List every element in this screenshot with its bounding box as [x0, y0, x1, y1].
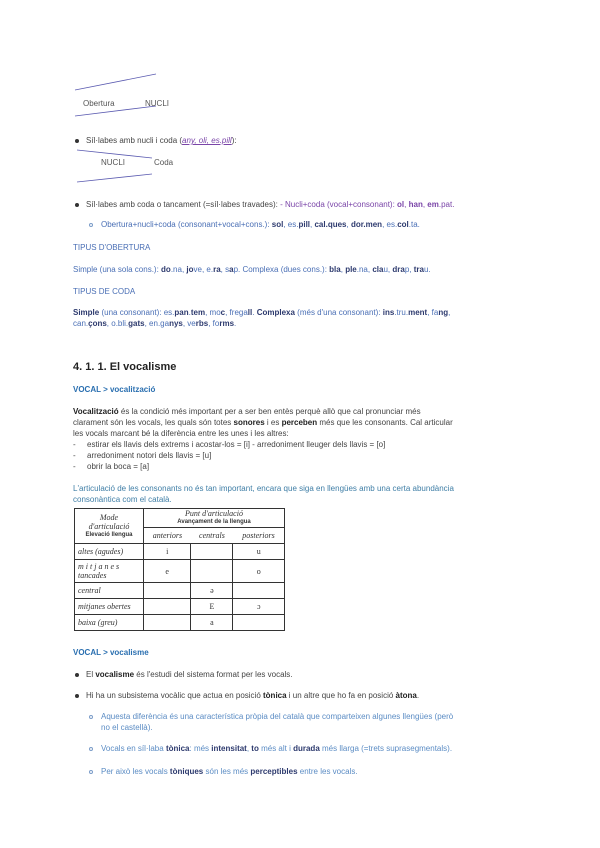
ex: bla: [329, 265, 341, 274]
ex: ng: [438, 308, 449, 317]
text: és la condició més important per a ser ben entès perquè allò que cal pronunciar més: [118, 407, 421, 416]
sub-bullet-dot: [89, 747, 93, 751]
row-label: altes (agudes): [75, 544, 144, 560]
table-row: [75, 544, 285, 560]
dash-item: [73, 461, 523, 472]
sub-bullet-diferencia: [101, 711, 521, 733]
text: clarament són les vocals, les quals són totes: [73, 418, 234, 427]
table-header-mode: [75, 509, 144, 544]
para-line: [73, 406, 523, 417]
text: .: [188, 308, 191, 317]
sub-bullet-tonica: [101, 743, 452, 754]
text: més que les consonants. Cal articular: [317, 418, 453, 427]
table-row: [75, 560, 285, 583]
example: em: [427, 200, 439, 209]
text: .tru.: [394, 308, 409, 317]
text: , ve: [182, 319, 196, 328]
term: intensitat: [211, 744, 247, 753]
text: , fo: [208, 319, 220, 328]
dash: -: [73, 462, 76, 471]
sub-bullet-dot: [89, 223, 93, 227]
example: cal.ques: [314, 220, 347, 229]
para-line: consonàntica com el català.: [73, 495, 172, 504]
ex: çons: [88, 319, 107, 328]
cell: u: [233, 544, 285, 560]
text: , s: [220, 265, 230, 274]
sep: ,: [422, 200, 428, 209]
text: , o.bli.: [106, 319, 129, 328]
text: estirar els llavis dels extrems i acostar-los = [i] - arredoniment lleuger dels llavis = [o]: [87, 440, 386, 449]
text: .na,: [356, 265, 373, 274]
diagram-line: [77, 174, 152, 182]
bullet-coda-tancament: [86, 199, 454, 210]
row-label: [75, 560, 144, 583]
term: tònica: [165, 744, 190, 753]
sep: , es.: [283, 220, 299, 229]
cell: [233, 615, 285, 631]
text: Per això les vocals: [101, 767, 170, 776]
row-label: central: [75, 583, 144, 599]
diagram-line: [77, 150, 152, 158]
row-label: baixa (greu): [75, 615, 144, 631]
table-header-row: [75, 509, 285, 528]
term: perceben: [281, 418, 318, 427]
text: i un altre que ho fa en posició: [286, 691, 396, 700]
text: can.: [73, 319, 89, 328]
text: : més: [189, 744, 212, 753]
bullet-text: Síl·labes amb nucli i coda (: [86, 136, 183, 145]
diagram-label-obertura: Obertura: [83, 99, 115, 108]
bullet-examples: any, oli, es.pill: [182, 136, 232, 145]
cell: [191, 560, 233, 583]
cell: [144, 615, 191, 631]
coda-examples-line2: [73, 318, 236, 329]
ex: nys: [169, 319, 183, 328]
bullet-text: Síl·labes amb coda o tancament (=síl·labes travades):: [86, 200, 281, 209]
term: àtona: [395, 691, 417, 700]
sep: , es.: [382, 220, 398, 229]
ex: rms: [219, 319, 235, 328]
term: durada: [293, 744, 320, 753]
ex: tra: [413, 265, 424, 274]
example: han: [408, 200, 423, 209]
sub-bullet-obertura-nucli-coda: [101, 219, 420, 230]
ex: do: [161, 265, 171, 274]
cell: [144, 583, 191, 599]
bullet-subtext: - Nucli+coda (vocal+consonant):: [280, 200, 398, 209]
text: ve, e.: [193, 265, 214, 274]
header-text: d'articulació: [88, 521, 130, 531]
text: u.: [423, 265, 431, 274]
text: Vocals en síl·laba: [101, 744, 166, 753]
col-header-anteriors: anteriors: [144, 528, 191, 544]
bullet-subsistema: [86, 690, 419, 701]
sub-bullet-dot: [89, 770, 93, 774]
sep: .pat.: [438, 200, 455, 209]
ex: tem: [190, 308, 206, 317]
ex: a: [229, 265, 234, 274]
text: Hi ha un subsistema vocàlic que actua en posició: [86, 691, 263, 700]
example: pill: [298, 220, 311, 229]
text: i es: [264, 418, 282, 427]
ex: pan: [174, 308, 189, 317]
row-label: mitjanes obertes: [75, 599, 144, 615]
dash-item: [73, 450, 523, 461]
text: entre les vocals.: [297, 767, 358, 776]
text: més llarga (=trets suprasegmentals).: [319, 744, 453, 753]
bullet-vocalisme: [86, 669, 293, 680]
text: obrir la boca = [a]: [87, 462, 150, 471]
table-row: [75, 599, 285, 615]
para-line: no el castellà).: [101, 723, 153, 732]
cell: ɔ: [233, 599, 285, 615]
cell: o: [233, 560, 285, 583]
ex: rbs: [195, 319, 209, 328]
text: són les més: [203, 767, 251, 776]
text: , fa: [427, 308, 439, 317]
label-line: m i t j a n e s: [78, 562, 120, 571]
text: arredoniment notori dels llavis = [u]: [87, 451, 212, 460]
term: Complexa: [256, 308, 295, 317]
label-line: tancades: [78, 571, 107, 580]
text: ,: [448, 308, 451, 317]
term: vocalisme: [95, 670, 135, 679]
text: , en.ga: [144, 319, 170, 328]
ex: cla: [372, 265, 384, 274]
text: és l'estudi del sistema format per les vocals.: [134, 670, 293, 679]
col-header-posteriors: posteriors: [233, 528, 285, 544]
bullet-dot: [75, 673, 79, 677]
section-heading: 4. 1. 1. El vocalisme: [73, 361, 177, 373]
text: .: [252, 308, 257, 317]
sub-bullet-perceptibles: [101, 766, 358, 777]
section-label-tipus-coda: TIPUS DE CODA: [73, 287, 136, 296]
dash: -: [73, 440, 76, 449]
cell: [191, 544, 233, 560]
ex: ins: [382, 308, 395, 317]
example: ol: [397, 200, 405, 209]
text: .: [234, 319, 237, 328]
ex: dra: [392, 265, 405, 274]
cell: e: [144, 560, 191, 583]
ex: ple: [345, 265, 357, 274]
cell: a: [191, 615, 233, 631]
ex: ra: [213, 265, 221, 274]
diagram-label-nucli: NUCLI: [101, 158, 126, 167]
para-line: [73, 417, 523, 428]
table-row: [75, 583, 285, 599]
sub-text: Obertura+nucli+coda (consonant+vocal+cons.):: [101, 220, 272, 229]
text: u,: [383, 265, 393, 274]
text: p,: [404, 265, 414, 274]
header-text: Mode: [99, 512, 119, 522]
vowel-articulation-table: [74, 508, 285, 631]
dash: -: [73, 451, 76, 460]
sep: ,: [404, 200, 409, 209]
sep: ,: [346, 220, 351, 229]
text: .na,: [170, 265, 187, 274]
term: to: [251, 744, 259, 753]
example: sol: [271, 220, 284, 229]
para-line: les vocals marcant bé la diferència entre les unes i les altres:: [73, 429, 289, 438]
subsection-label-vocalitzacio: VOCAL > vocalització: [73, 385, 156, 394]
cell: E: [191, 599, 233, 615]
section-label-tipus-obertura: TIPUS D'OBERTURA: [73, 243, 151, 252]
text: El: [86, 670, 96, 679]
cell: ə: [191, 583, 233, 599]
header-text: Elevació llengua: [85, 531, 133, 538]
paragraph-consonants: [73, 483, 533, 505]
term: perceptibles: [250, 767, 298, 776]
sep: ,: [310, 220, 315, 229]
diagram-label-coda: Coda: [154, 158, 174, 167]
table-row: [75, 615, 285, 631]
example: dor.men: [350, 220, 383, 229]
paragraph-vocalitzacio: [73, 406, 523, 472]
subsection-label-vocalisme: VOCAL > vocalisme: [73, 648, 149, 657]
example: col: [397, 220, 409, 229]
cell: [144, 599, 191, 615]
text: Simple (una sola cons.):: [73, 265, 162, 274]
text: ,: [246, 744, 252, 753]
text: (més d'una consonant):: [294, 308, 383, 317]
bullet-dot: [75, 203, 79, 207]
sep: .ta.: [408, 220, 420, 229]
term: sonores: [233, 418, 265, 427]
text: p. Complexa (dues cons.):: [233, 265, 330, 274]
text: més alt i: [258, 744, 294, 753]
cell: i: [144, 544, 191, 560]
ex: ll: [247, 308, 253, 317]
obertura-examples: [73, 264, 431, 275]
dash-item: [73, 439, 523, 450]
ex: c: [220, 308, 226, 317]
bullet-dot: [75, 139, 79, 143]
ex: ment: [408, 308, 428, 317]
text: .: [416, 691, 420, 700]
ex: jo: [186, 265, 194, 274]
diagram-label-nucli: NUCLI: [145, 99, 170, 108]
term: Simple: [73, 308, 100, 317]
term: Vocalització: [73, 407, 119, 416]
text: ,: [340, 265, 346, 274]
bullet-dot: [75, 694, 79, 698]
text: , mo: [205, 308, 221, 317]
bullet-close: ):: [231, 136, 237, 145]
text: (una consonant): es.: [99, 308, 175, 317]
text: , frega: [225, 308, 248, 317]
diagram-line: [75, 74, 156, 90]
header-text: Avançament de la llengua: [177, 519, 251, 525]
term: tòniques: [169, 767, 204, 776]
header-text: Punt d'articulació: [185, 509, 243, 518]
para-line: L'articulació de les consonants no és tan important, encara que siga en llengües amb una certa abundància: [73, 484, 454, 493]
col-header-centrals: centrals: [191, 528, 233, 544]
ex: gats: [128, 319, 145, 328]
coda-examples-line1: [73, 307, 450, 318]
cell: [233, 583, 285, 599]
sub-bullet-dot: [89, 715, 93, 719]
para-line: Aquesta diferència és una característica pròpia del català que comparteixen algunes llengües (però: [101, 712, 454, 721]
syllable-diagram-obertura-nucli: [70, 68, 180, 120]
table-header-punt: [144, 509, 285, 528]
term: tònica: [263, 691, 287, 700]
